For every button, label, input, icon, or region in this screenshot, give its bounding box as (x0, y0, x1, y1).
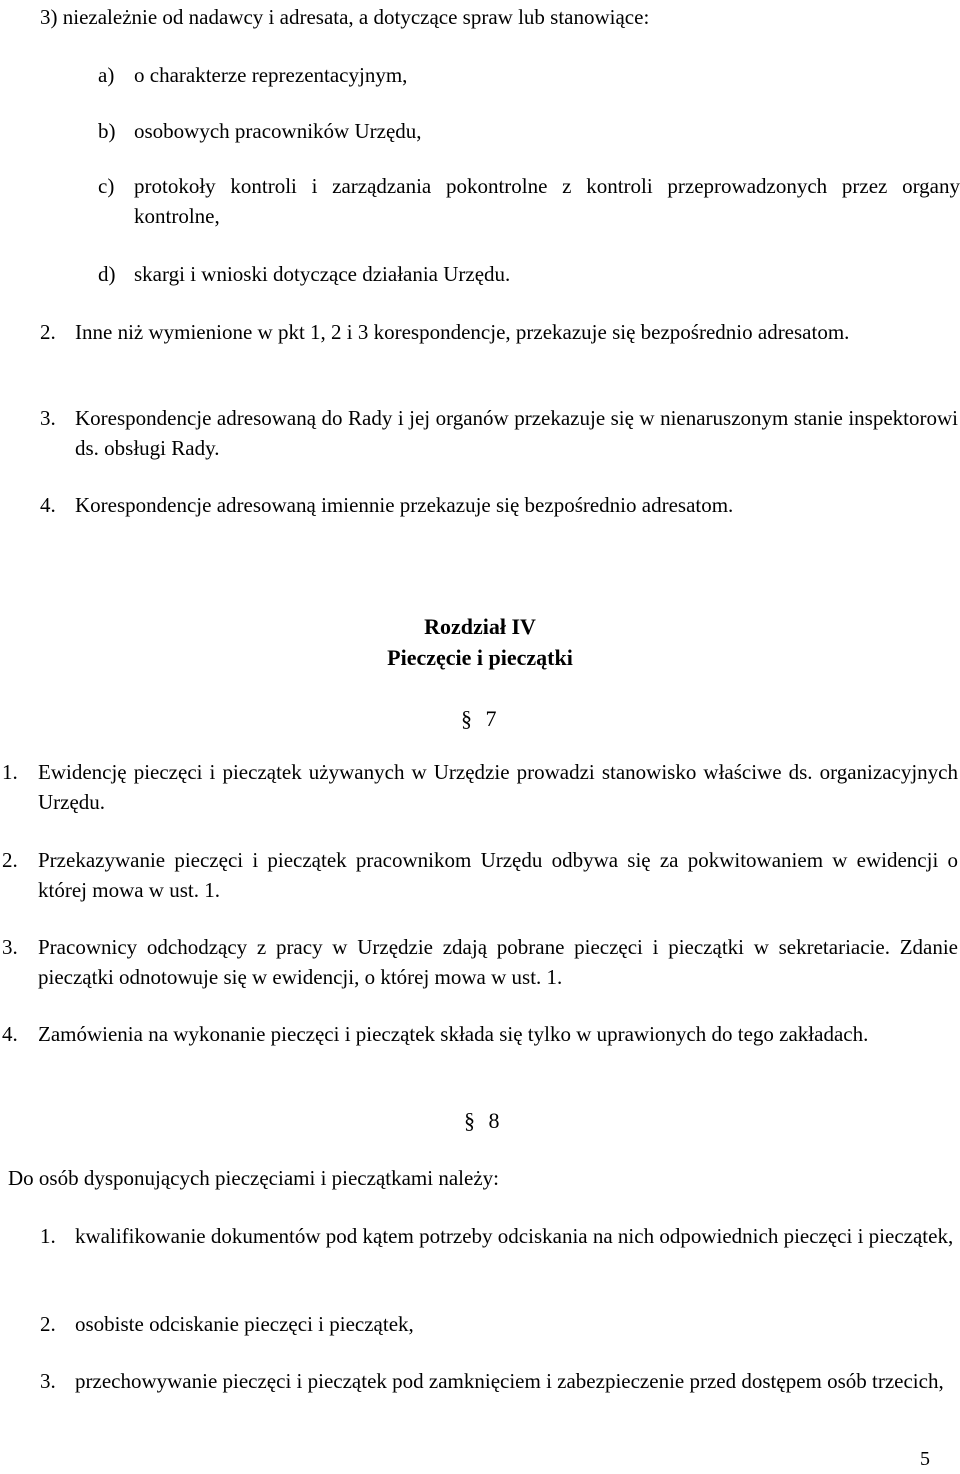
list-item-a (98, 60, 958, 90)
list-item-b (98, 116, 958, 146)
point-text: Inne niż wymienione w pkt 1, 2 i 3 korespondencje, przekazuje się bezpośrednio adresatom. (75, 320, 850, 344)
point-number: 1. (2, 760, 18, 784)
point-text: kwalifikowanie dokumentów pod kątem potrzeby odciskania na nich odpowiednich pieczęci i pieczątek, (75, 1224, 954, 1248)
section-sign: § (461, 706, 472, 731)
point-text: Przekazywanie pieczęci i pieczątek pracownikom Urzędu odbywa się za pokwitowaniem w ewidencji o której mowa w ust. 1. (38, 848, 958, 902)
chapter-title: Pieczęcie i pieczątki (387, 645, 573, 670)
point-number: 3. (2, 935, 18, 959)
par7-point-3 (2, 932, 958, 992)
point-text: Korespondencje adresowaną do Rady i jej organów przekazuje się w nienaruszonym stanie inspektorowi ds. obsługi Rady. (75, 406, 958, 460)
paragraph-number: 7 (485, 706, 497, 731)
par8-point-3 (40, 1366, 958, 1396)
item-text: o charakterze reprezentacyjnym, (134, 63, 408, 87)
point-number: 4. (2, 1022, 18, 1046)
point-number: 2. (40, 1312, 56, 1336)
list-item-d (98, 259, 958, 289)
paragraph-7-heading (461, 704, 497, 734)
point-text: osobiste odciskanie pieczęci i pieczątek, (75, 1312, 414, 1336)
item-label: d) (98, 262, 116, 286)
point-number: 3. (40, 1369, 56, 1393)
point-text: Pracownicy odchodzący z pracy w Urzędzie zdają pobrane pieczęci i pieczątki w sekretariacie. Zdanie pieczątki odnotowuje się w ewidencji, o której mowa w ust. 1. (38, 935, 958, 989)
point-2 (40, 317, 958, 347)
item-text: osobowych pracowników Urzędu, (134, 119, 422, 143)
item-text: skargi i wnioski dotyczące działania Urzędu. (134, 262, 511, 286)
paragraph-number: 8 (488, 1108, 500, 1133)
item-text: protokoły kontroli i zarządzania pokontrolne z kontroli przeprowadzonych przez organy kontrolne, (134, 174, 960, 228)
par7-point-4 (2, 1019, 958, 1049)
section-sign: § (464, 1108, 475, 1133)
par8-intro: Do osób dysponujących pieczęciami i pieczątkami należy: (8, 1166, 499, 1190)
point-number: 1. (40, 1224, 56, 1248)
item-label: a) (98, 63, 115, 87)
chapter-number: Rozdział IV (424, 614, 536, 639)
point-text: Ewidencję pieczęci i pieczątek używanych w Urzędzie prowadzi stanowisko właściwe ds. organizacyjnych Urzędu. (38, 760, 958, 814)
item-label: b) (98, 119, 116, 143)
section-3-intro: 3) niezależnie od nadawcy i adresata, a dotyczące spraw lub stanowiące: (40, 5, 650, 29)
par8-point-1 (40, 1221, 958, 1251)
item-label: c) (98, 174, 115, 198)
point-number: 3. (40, 406, 56, 430)
par8-point-2 (40, 1309, 958, 1339)
par7-point-1 (2, 757, 958, 817)
point-4 (40, 490, 958, 520)
point-3 (40, 403, 958, 463)
point-number: 2. (2, 848, 18, 872)
list-item-c (98, 171, 960, 231)
par7-point-2 (2, 845, 958, 905)
point-text: przechowywanie pieczęci i pieczątek pod zamknięciem i zabezpieczenie przed dostępem osób trzecich, (75, 1369, 944, 1393)
point-text: Korespondencje adresowaną imiennie przekazuje się bezpośrednio adresatom. (75, 493, 734, 517)
point-number: 4. (40, 493, 56, 517)
point-text: Zamówienia na wykonanie pieczęci i pieczątek składa się tylko w uprawionych do tego zakładach. (38, 1022, 869, 1046)
page-number: 5 (920, 1448, 930, 1470)
point-number: 2. (40, 320, 56, 344)
paragraph-8-heading (464, 1106, 500, 1136)
